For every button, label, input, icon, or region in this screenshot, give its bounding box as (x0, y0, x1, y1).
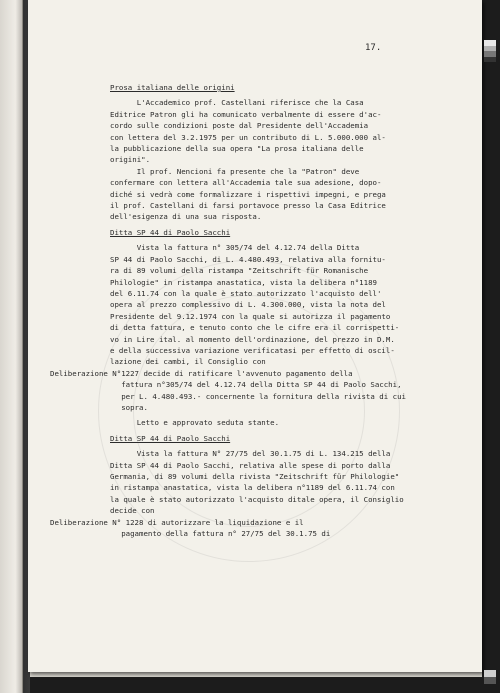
page-number: 17. (365, 43, 382, 53)
text-line: cordo sulle condizioni poste dal Presidente dell'Accademia (110, 121, 369, 131)
text-line: di detta fattura, e tenuto conto che le cifre era il corrispetti- (110, 323, 400, 333)
closing-line: Letto e approvato seduta stante. (110, 418, 280, 428)
text-line: dell'esigenza di una sua risposta. (110, 212, 262, 222)
text-line: la quale è stato autorizzato l'acquisto ditale opera, il Consiglio (110, 494, 404, 504)
text-line: la pubblicazione della sua opera "La prosa italiana delle (110, 144, 364, 154)
text-line: decide con (110, 506, 155, 516)
section-heading: Prosa italiana delle origini (110, 83, 235, 92)
text-line: SP 44 di Paolo Sacchi, di L. 4.480.493, relativa alla fornitu- (110, 254, 386, 264)
text-line: L'Accademico prof. Castellani riferisce che la Casa (110, 98, 364, 108)
deliberazione-line: pagamento della fattura n° 27/75 del 30.1.75 di (50, 529, 331, 539)
text-line: Philologie" in ristampa anastatica, vista la delibera n°1189 (110, 277, 377, 287)
section-heading: Ditta SP 44 di Paolo Sacchi (110, 227, 231, 237)
text-line: vo in Lire ital. al momento dell'ordinazione, del prezzo in D.M. (110, 334, 395, 344)
text-line: con lettera del 3.2.1975 per un contributo di L. 5.000.000 al- (110, 132, 386, 142)
text-line: il prof. Castellani di farsi portavoce presso la Casa Editrice (110, 201, 386, 211)
text-line: opera al prezzo complessivo di L. 4.300.000, vista la nota del (110, 300, 386, 310)
text-line: Il prof. Nencioni fa presente che la "Patron" deve (110, 166, 360, 176)
text-line: Vista la fattura n° 305/74 del 4.12.74 della Ditta (110, 243, 360, 253)
section-heading: Ditta SP 44 di Paolo Sacchi (110, 433, 231, 443)
text-line: diché si vedrà come formalizzare i rispettivi impegni, e prega (110, 189, 386, 199)
text-line: Presidente del 9.12.1974 con la quale si autorizza il pagamento (110, 311, 391, 321)
color-calibration-strip (484, 40, 496, 62)
deliberazione-line: sopra. (50, 402, 148, 412)
text-line: Germania, di 89 volumi della rivista "Zeitschrift für Philologie" (110, 472, 400, 481)
document-page (28, 0, 482, 672)
color-calibration-strip-bottom (484, 670, 496, 684)
page-edge (30, 672, 482, 677)
deliberazione-line: Deliberazione N°1227 decide di ratificare l'avvenuto pagamento della (50, 368, 353, 378)
text-line: e della successiva variazione verificatasi per effetto di oscil- (110, 345, 395, 355)
text-line: Ditta SP 44 di Paolo Sacchi, relativa alle spese di porto dalla (110, 460, 391, 470)
text-line: origini". (110, 155, 151, 165)
text-line: ra di 89 volumi della ristampa "Zeitschrift für Romanische (110, 266, 369, 276)
text-line: lazione dei cambi, il Consiglio con (110, 357, 266, 367)
deliberazione-line: per L. 4.480.493.- concernente la fornitura della rivista di cui (50, 391, 406, 401)
text-line: confermare con lettera all'Accademia tale sua adesione, dopo- (110, 178, 382, 188)
text-line: del 6.11.74 con la quale è stato autorizzato l'acquisto dell' (110, 288, 382, 298)
deliberazione-line: Deliberazione N° 1228 di autorizzare la liquidazione e il (50, 517, 304, 527)
text-line: Vista la fattura N° 27/75 del 30.1.75 di L. 134.215 della (110, 449, 391, 459)
document-body (50, 82, 450, 539)
book-binding (0, 0, 23, 693)
text-line: Editrice Patron gli ha comunicato verbalmente di essere d'ac- (110, 109, 382, 119)
deliberazione-line: fattura n°305/74 del 4.12.74 della Ditta SP 44 di Paolo Sacchi, (50, 380, 402, 390)
text-line: in ristampa anastatica, vista la delibera n°1189 del 6.11.74 con (110, 483, 395, 493)
